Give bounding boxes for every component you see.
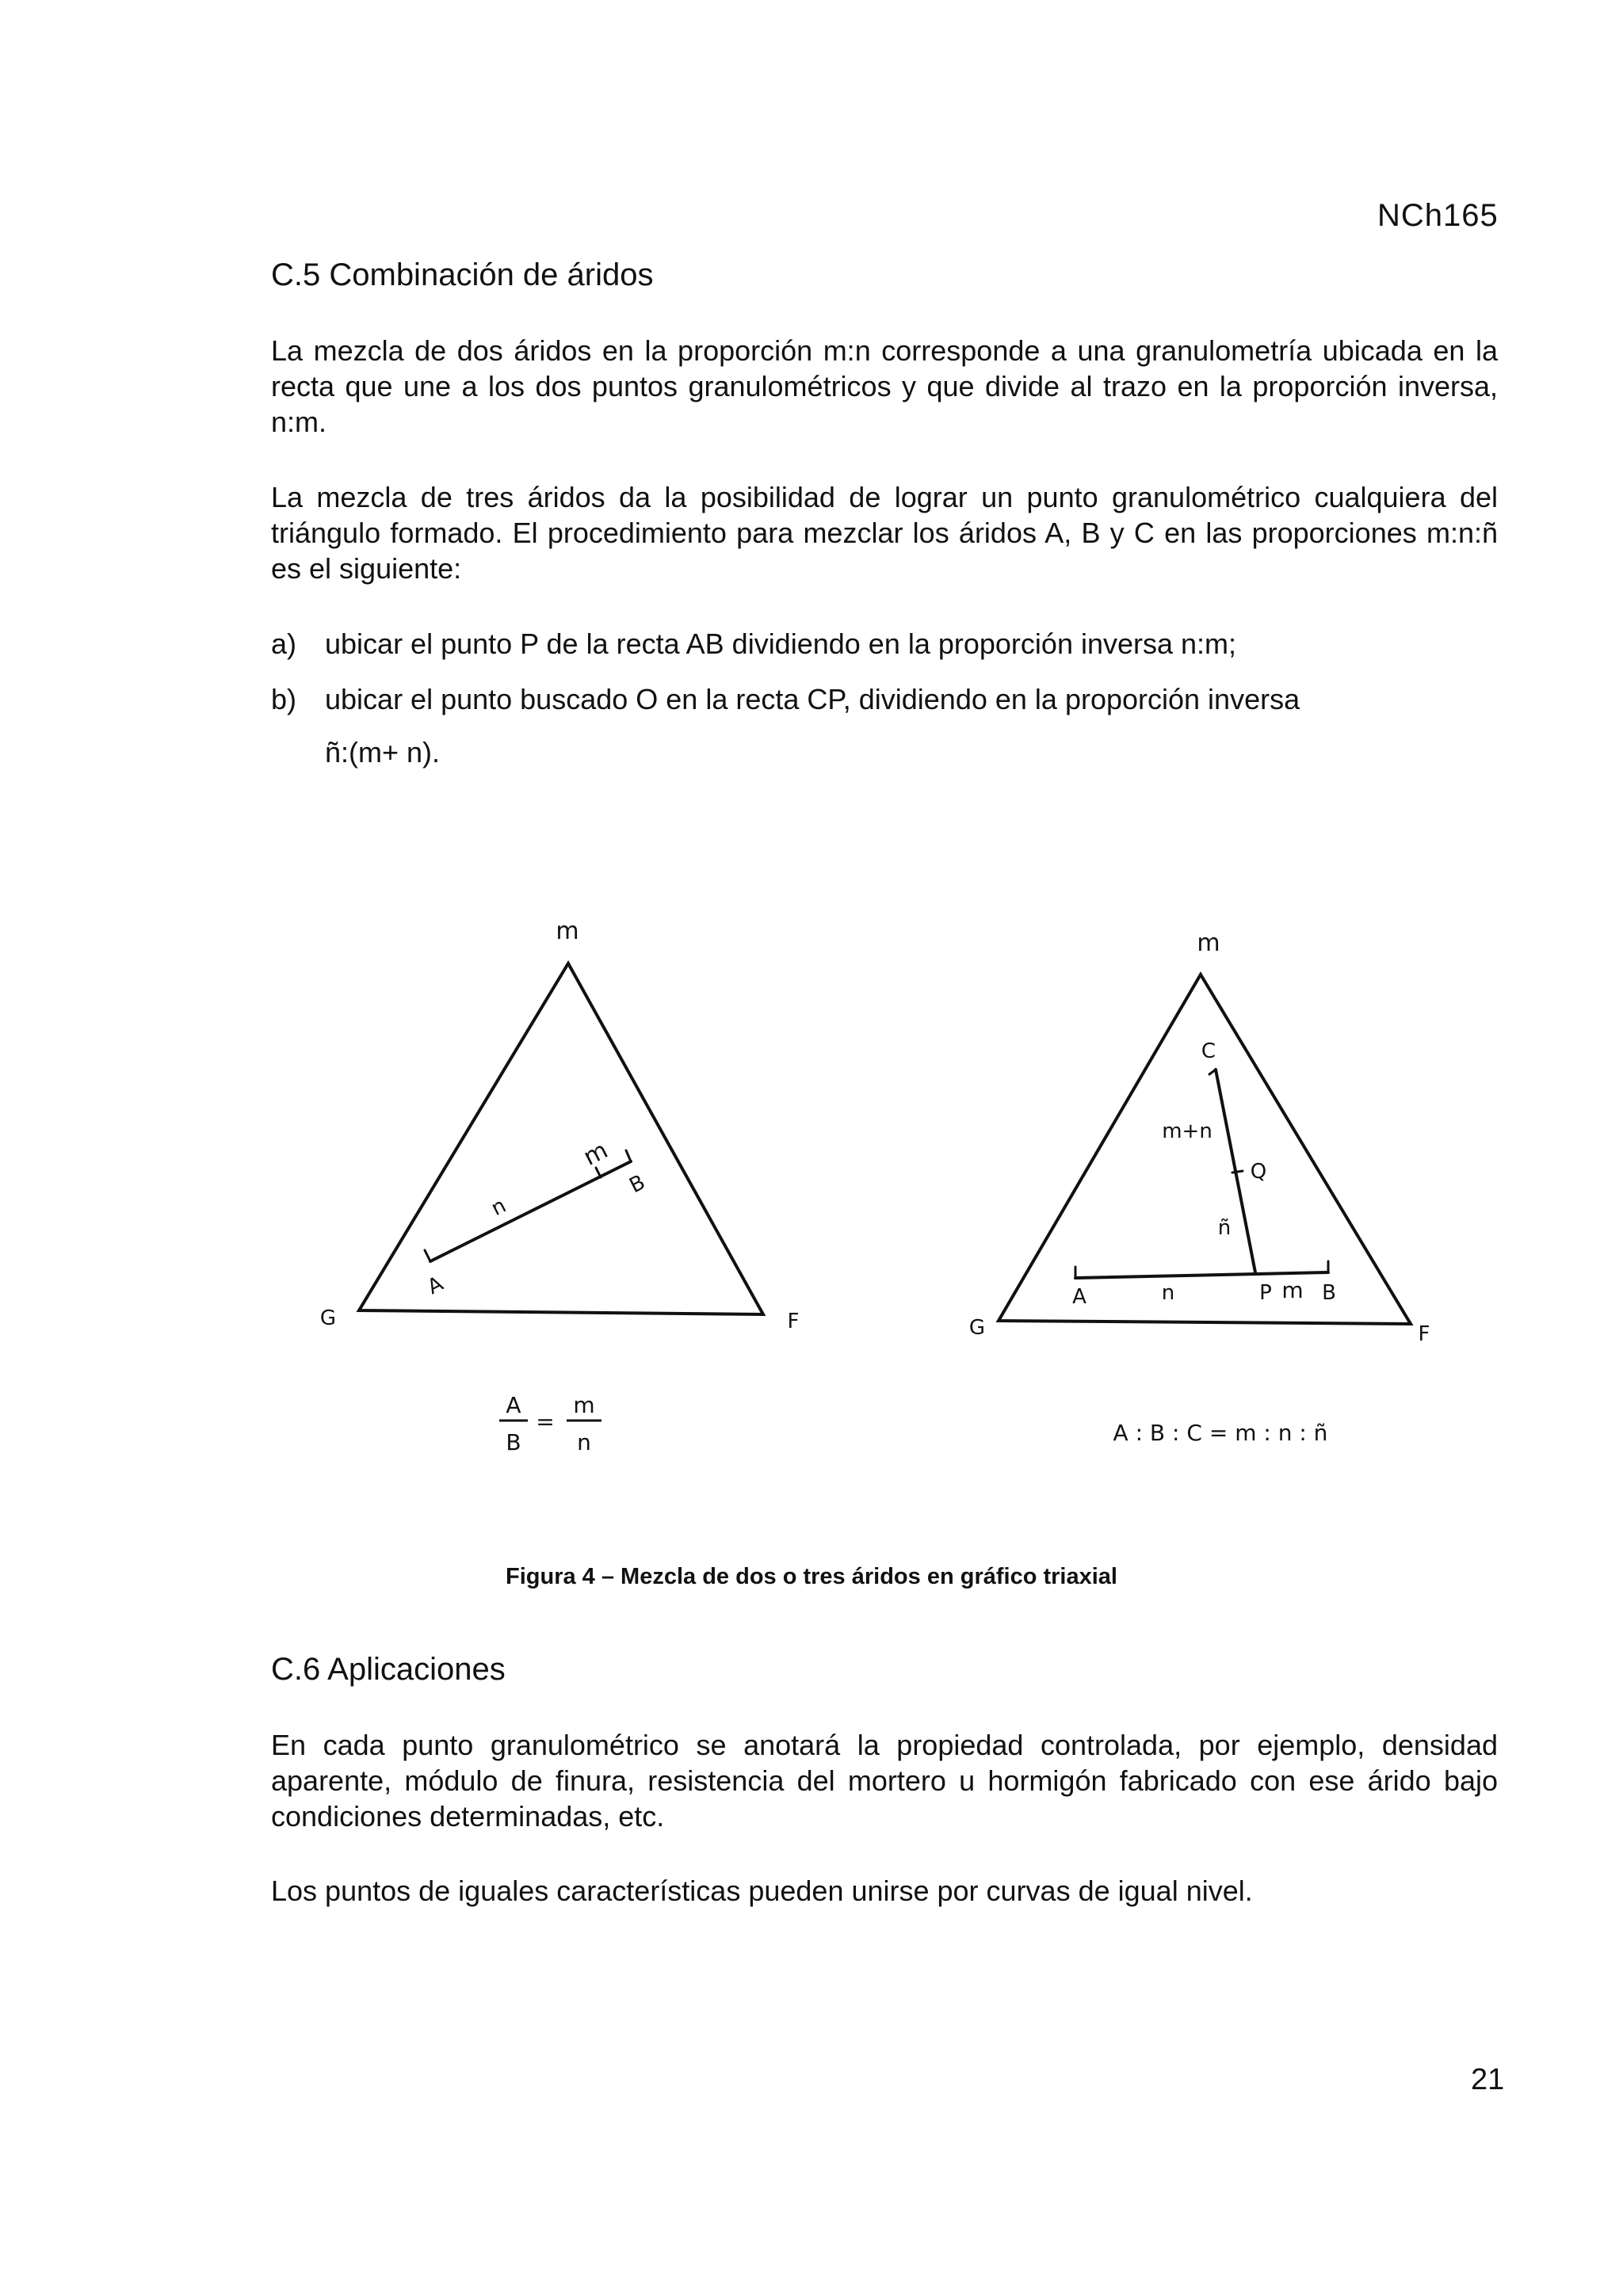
left-tick-b [626,1150,631,1161]
section-c5-paragraph-1: La mezcla de dos áridos en la proporción m:n corresponde a una granulometría ubicada en la recta que une a los dos puntos granulométricos y que divide al trazo en la proporción inversa, n:m. [271,334,1498,438]
right-apex-label: m [1197,929,1220,957]
left-formula-equals: = [536,1409,555,1435]
right-vertex-g-label: G [968,1316,986,1340]
right-point-a-label: A [1072,1285,1086,1309]
left-formula-num-a: A [506,1392,521,1418]
left-triangle [359,963,763,1314]
right-segment-ntilde-label: ñ [1217,1216,1232,1240]
list-marker: a) [271,627,297,660]
section-c6-paragraph-2: Los puntos de iguales características pueden unirse por curvas de igual nivel. [271,1875,1253,1907]
page-number: 21 [1471,2063,1505,2096]
right-segment-n-label: n [1161,1281,1175,1305]
left-vertex-f-label: F [787,1310,800,1333]
left-apex-label: m [556,917,579,945]
right-vertex-f-label: F [1418,1322,1430,1346]
list-text: ubicar el punto buscado O en la recta CP, dividiendo en la proporción inversa [325,683,1300,715]
right-triangle [999,974,1411,1324]
left-tick-a [425,1250,430,1261]
right-point-p-label: P [1259,1281,1272,1305]
right-formula: A : B : C = m : n : ñ [1113,1420,1328,1446]
section-c5-title: C.5 Combinación de áridos [271,257,654,292]
figure-caption: Figura 4 – Mezcla de dos o tres áridos en gráfico triaxial [506,1564,1117,1589]
right-point-c-label: C [1201,1039,1216,1063]
section-c6-paragraph-1: En cada punto granulométrico se anotará la propiedad controlada, por ejemplo, densidad aparente, módulo de finura, resistencia del mortero u hormigón fabricado con ese árido bajo condiciones determinadas, etc. [271,1729,1498,1833]
right-segment-mn-label: m+n [1162,1119,1212,1143]
right-point-q-label: Q [1250,1160,1267,1184]
left-point-b-label: B [625,1170,650,1199]
right-point-b-label: B [1322,1281,1336,1305]
left-segment-m-label: m [579,1136,613,1172]
list-text: ubicar el punto P de la recta AB dividiendo en la proporción inversa n:m; [325,627,1237,660]
left-formula-num-m: m [573,1392,595,1418]
left-formula-den-b: B [506,1429,521,1455]
right-tick-q [1232,1171,1243,1173]
document-code: NCh165 [1377,198,1499,233]
left-vertex-g-label: G [319,1306,337,1330]
list-text-continuation: ñ:(m+ n). [325,736,441,769]
section-c5-paragraph-2: La mezcla de tres áridos da la posibilidad de lograr un punto granulométrico cualquiera del triángulo formado. El procedimiento para mezclar los áridos A, B y C en las proporciones m:n:ñ es el siguiente: [271,481,1498,585]
left-point-a-label: A [423,1272,448,1300]
list-marker: b) [271,683,297,715]
left-formula-den-n: n [577,1429,591,1455]
right-segment-m-label: m [1281,1277,1304,1303]
left-segment-n-label: n [487,1193,510,1221]
section-c6-title: C.6 Aplicaciones [271,1652,506,1687]
